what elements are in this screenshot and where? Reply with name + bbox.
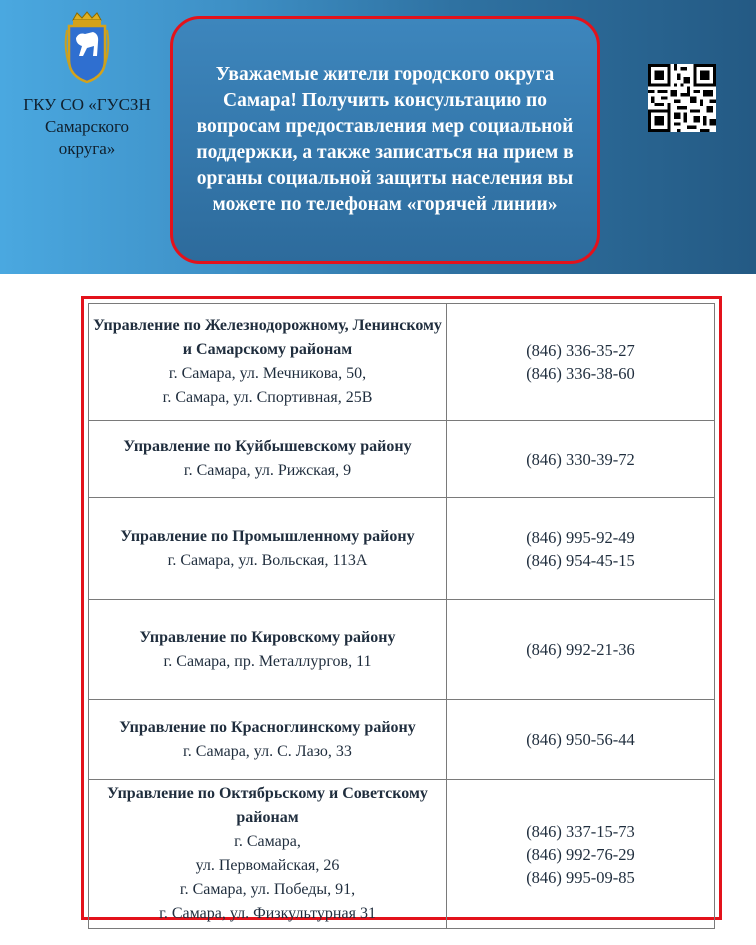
table-row	[89, 780, 715, 929]
hotline-message-box	[170, 16, 600, 264]
office-address: г. Самара, ул. Физкультурная 31	[159, 905, 376, 922]
organization-block	[12, 10, 162, 160]
phones-cell	[447, 498, 715, 600]
office-name: Управление по Октябрьскому и Советскому районам	[107, 785, 428, 826]
office-cell	[89, 498, 447, 600]
office-name: Управление по Железнодорожному, Ленинскому и Самарскому районам	[93, 317, 442, 358]
office-name: Управление по Красноглинскому району	[119, 718, 416, 736]
table-row	[89, 600, 715, 700]
office-address: г. Самара,	[234, 833, 301, 850]
table-row	[89, 498, 715, 600]
table-row	[89, 304, 715, 421]
office-name: Управление по Куйбышевскому району	[123, 438, 412, 455]
phone-number[interactable]: (846) 992-76-29	[526, 844, 635, 864]
phone-number[interactable]: (846) 330-39-72	[526, 449, 635, 469]
phones-cell	[447, 304, 715, 421]
phones-cell	[447, 421, 715, 498]
phone-number[interactable]: (846) 995-92-49	[526, 527, 635, 547]
office-cell	[89, 780, 447, 929]
office-name: Управление по Кировскому району	[139, 628, 396, 646]
phones-cell	[447, 700, 715, 780]
office-address: г. Самара, пр. Металлургов, 11	[163, 652, 372, 670]
office-cell	[89, 700, 447, 780]
phones-cell	[447, 600, 715, 700]
table-row	[89, 700, 715, 780]
hotline-message: Уважаемые жители городского округа Самара! Получить консультацию по вопросам предоставления мер социальной поддержки, а также записаться на прием в органы социальной защиты населения вы можете по телефонам «горячей линии»	[196, 64, 574, 215]
organization-name: ГКУ СО «ГУСЗН Самарского округа»	[23, 95, 151, 158]
office-address: г. Самара, ул. Рижская, 9	[183, 462, 352, 479]
header-banner	[0, 0, 756, 274]
contacts-table	[88, 303, 715, 929]
office-address: г. Самара, ул. Вольская, 113А	[167, 551, 368, 569]
office-address: г. Самара, ул. Мечникова, 50,	[168, 365, 367, 382]
phone-number[interactable]: (846) 336-38-60	[526, 364, 635, 383]
office-address: г. Самара, ул. Спортивная, 25В	[162, 389, 373, 406]
office-cell	[89, 304, 447, 421]
samara-coat-of-arms-icon	[63, 10, 111, 88]
phones-cell	[447, 780, 715, 929]
office-address: ул. Первомайская, 26	[195, 857, 340, 874]
qr-code-icon[interactable]	[648, 64, 716, 132]
office-address: г. Самара, ул. Победы, 91,	[179, 881, 356, 898]
table-row	[89, 421, 715, 498]
phone-number[interactable]: (846) 950-56-44	[526, 730, 635, 749]
office-cell	[89, 421, 447, 498]
phone-number[interactable]: (846) 995-09-85	[526, 867, 635, 887]
office-address: г. Самара, ул. С. Лазо, 33	[183, 742, 352, 760]
phone-number[interactable]: (846) 954-45-15	[526, 550, 635, 570]
phone-number[interactable]: (846) 336-35-27	[526, 341, 635, 360]
phone-number[interactable]: (846) 992-21-36	[526, 640, 635, 659]
office-name: Управление по Промышленному району	[120, 527, 415, 545]
phone-number[interactable]: (846) 337-15-73	[526, 821, 635, 841]
contacts-table-frame	[81, 296, 722, 920]
office-cell	[89, 600, 447, 700]
